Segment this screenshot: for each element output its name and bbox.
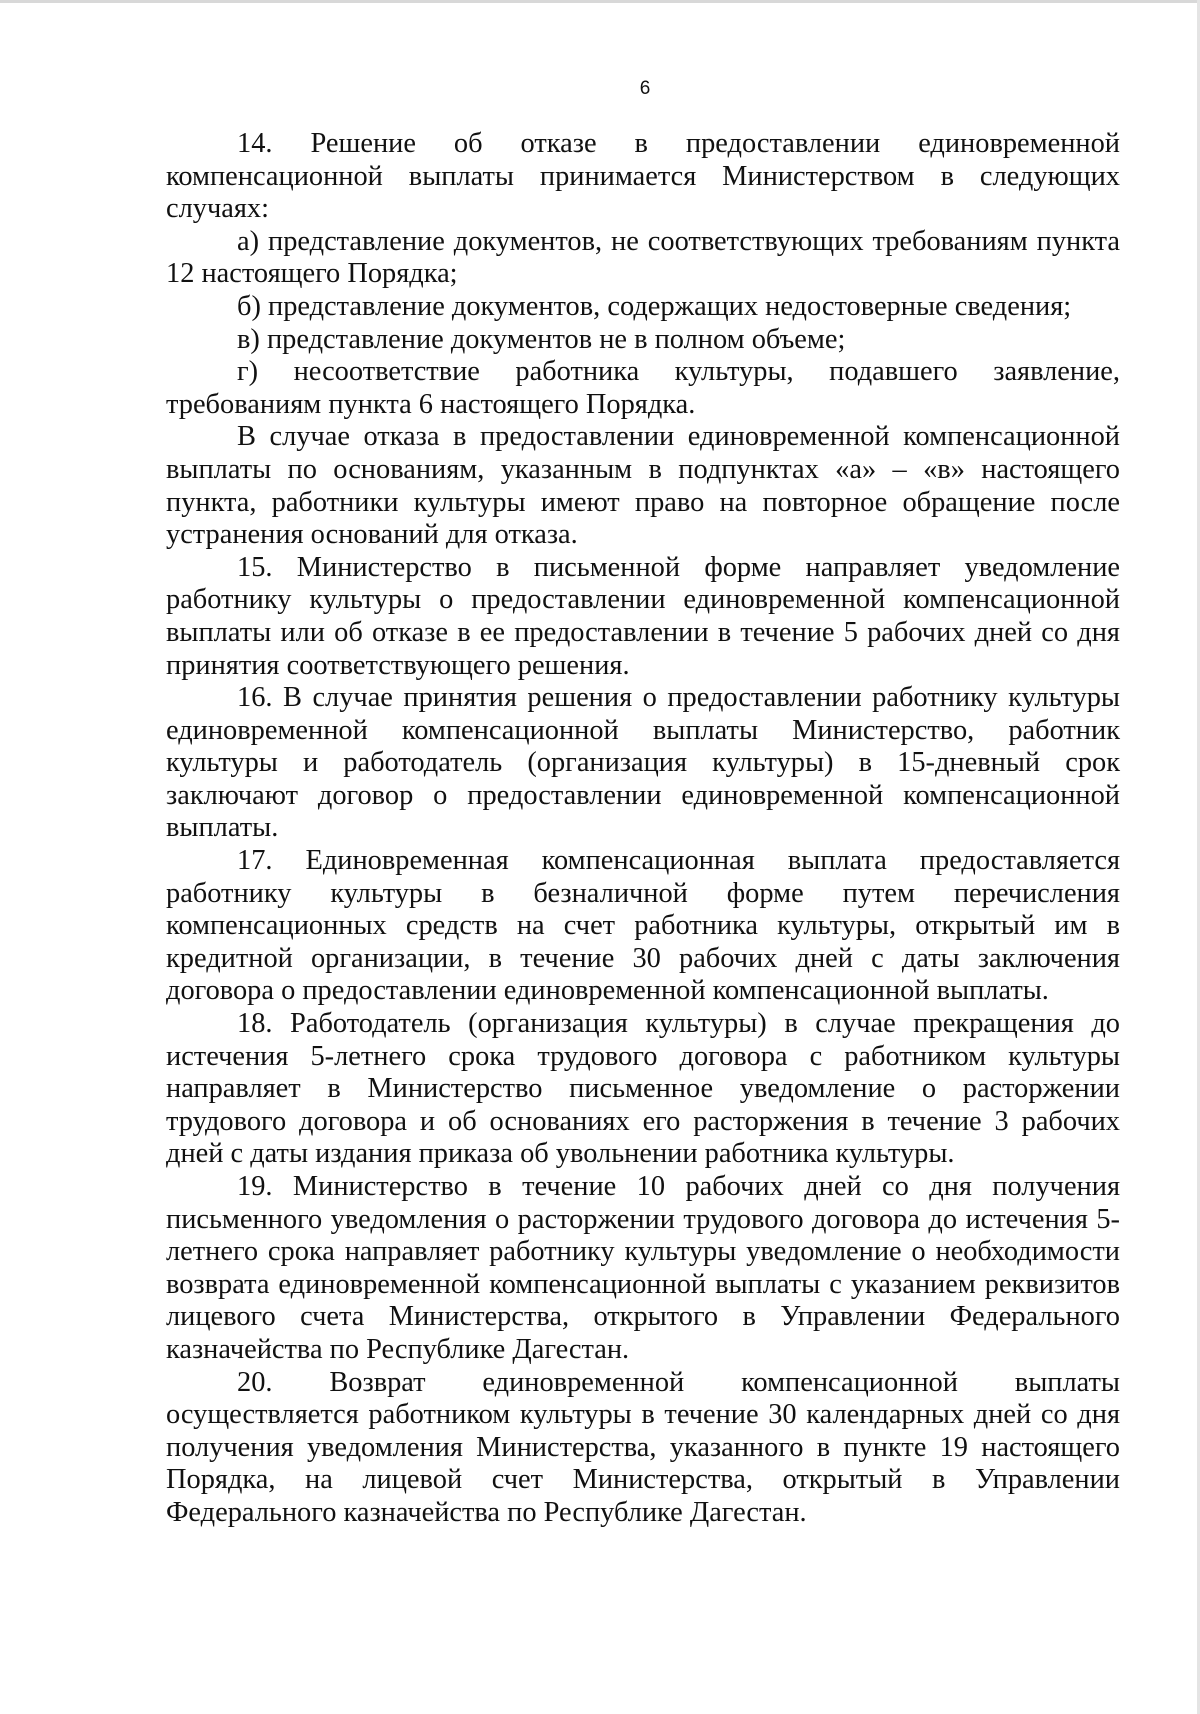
page-number: 6 <box>639 78 651 99</box>
paragraph-18: 18. Работодатель (организация культуры) в случае прекращения до истечения 5-летнего срока трудового договора с работником культуры направляет в Министерство письменное уведомление о расторжении трудового договора и об основаниях его расторжения в течение 3 рабочих дней с даты издания приказа об увольнении работника культуры. <box>166 1008 1120 1170</box>
document-body <box>166 128 1120 1530</box>
paragraph-16: 16. В случае принятия решения о предоставлении работнику культуры единовременной компенсационной выплаты Министерство, работник культуры и работодатель (организация культуры) в 15-дневный срок заключают договор о предоставлении единовременной компенсационной выплаты. <box>166 682 1120 844</box>
subitem-g: г) несоответствие работника культуры, подавшего заявление, требованиям пункта 6 настоящего Порядка. <box>166 356 1120 420</box>
paragraph-15: 15. Министерство в письменной форме направляет уведомление работнику культуры о предоставлении единовременной компенсационной выплаты или об отказе в ее предоставлении в течение 5 рабочих дней со дня принятия соответствующего решения. <box>166 551 1120 681</box>
scan-edge-top <box>0 0 1200 3</box>
paragraph-14: 14. Решение об отказе в предоставлении единовременной компенсационной выплаты принимается Министерством в следующих случаях: <box>166 128 1120 225</box>
paragraph-refusal-note: В случае отказа в предоставлении единовременной компенсационной выплаты по основаниям, указанным в подпунктах «а» – «в» настоящего пункта, работники культуры имеют право на повторное обращение после устранения оснований для отказа. <box>166 421 1120 551</box>
subitem-b: б) представление документов, содержащих недостоверные сведения; <box>237 290 1072 322</box>
paragraph-20: 20. Возврат единовременной компенсационной выплаты осуществляется работником культуры в течение 30 календарных дней со дня получения уведомления Министерства, указанного в пункте 19 настоящего Порядка, на лицевой счет Министерства, открытый в Управлении Федерального казначейства по Республике Дагестан. <box>166 1366 1120 1528</box>
paragraph-19: 19. Министерство в течение 10 рабочих дней со дня получения письменного уведомления о расторжении трудового договора до истечения 5-летнего срока направляет работнику культуры уведомление о необходимости возврата единовременной компенсационной выплаты с указанием реквизитов лицевого счета Министерства, открытого в Управлении Федерального казначейства по Республике Дагестан. <box>166 1171 1120 1365</box>
subitem-a: а) представление документов, не соответствующих требованиям пункта 12 настоящего Порядка; <box>166 225 1120 290</box>
paragraph-17: 17. Единовременная компенсационная выплата предоставляется работнику культуры в безналичной форме путем перечисления компенсационных средств на счет работника культуры, открытый им в кредитной организации, в течение 30 рабочих дней с даты заключения договора о предоставлении единовременной компенсационной выплаты. <box>166 845 1120 1007</box>
subitem-v: в) представление документов не в полном объеме; <box>237 323 846 355</box>
